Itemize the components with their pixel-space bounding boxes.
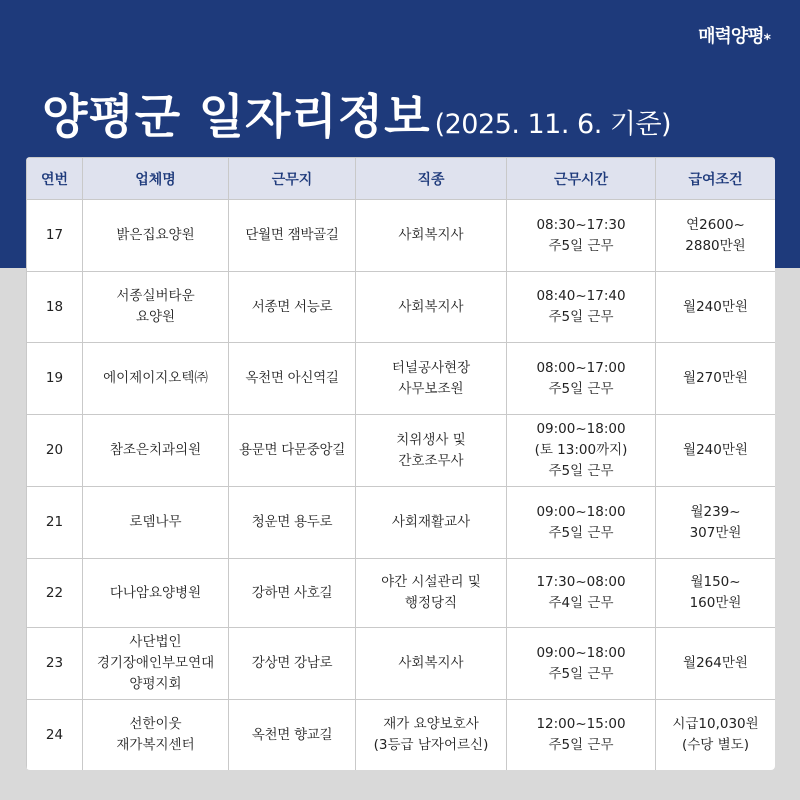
cell-pay: 시급10,030원 (수당 별도) — [656, 700, 776, 771]
cell-pay: 월239~ 307만원 — [656, 487, 776, 559]
cell-no: 17 — [27, 200, 83, 272]
table-row — [27, 487, 776, 559]
cell-job: 사회재활교사 — [356, 487, 507, 559]
cell-company: 다나암요양병원 — [83, 559, 229, 628]
cell-hours: 09:00~18:00 주5일 근무 — [507, 628, 656, 700]
cell-job: 치위생사 및 간호조무사 — [356, 415, 507, 487]
cell-job: 사회복지사 — [356, 200, 507, 272]
cell-no: 19 — [27, 343, 83, 415]
table-row — [27, 200, 776, 272]
header-company: 업체명 — [83, 158, 229, 200]
cell-workplace: 청운면 용두로 — [229, 487, 356, 559]
cell-pay: 월264만원 — [656, 628, 776, 700]
cell-pay: 월270만원 — [656, 343, 776, 415]
cell-job: 재가 요양보호사 (3등급 남자어르신) — [356, 700, 507, 771]
cell-job: 야간 시설관리 및 행정당직 — [356, 559, 507, 628]
brand-text: 매력양평 — [698, 26, 764, 47]
cell-company: 서종실버타운 요양원 — [83, 272, 229, 343]
cell-hours: 12:00~15:00 주5일 근무 — [507, 700, 656, 771]
cell-company: 참조은치과의원 — [83, 415, 229, 487]
cell-hours: 08:40~17:40 주5일 근무 — [507, 272, 656, 343]
table-row — [27, 559, 776, 628]
cell-company: 선한이웃 재가복지센터 — [83, 700, 229, 771]
cell-job: 사회복지사 — [356, 272, 507, 343]
table-header-row — [27, 158, 776, 200]
cell-no: 22 — [27, 559, 83, 628]
cell-no: 21 — [27, 487, 83, 559]
cell-workplace: 서종면 서능로 — [229, 272, 356, 343]
page-title — [42, 80, 671, 144]
cell-company: 사단법인 경기장애인부모연대 양평지회 — [83, 628, 229, 700]
cell-hours: 17:30~08:00 주4일 근무 — [507, 559, 656, 628]
table-row — [27, 272, 776, 343]
table-row — [27, 700, 776, 771]
header-hours: 근무시간 — [507, 158, 656, 200]
cell-company: 에이제이지오텍㈜ — [83, 343, 229, 415]
cell-no: 20 — [27, 415, 83, 487]
cell-no: 18 — [27, 272, 83, 343]
table-row — [27, 343, 776, 415]
cell-company: 밝은집요양원 — [83, 200, 229, 272]
cell-workplace: 강상면 강남로 — [229, 628, 356, 700]
title-main: 양평군 일자리정보 — [42, 90, 431, 145]
cell-workplace: 단월면 잼박골길 — [229, 200, 356, 272]
cell-pay: 월240만원 — [656, 272, 776, 343]
table-row — [27, 628, 776, 700]
header-no: 연번 — [27, 158, 83, 200]
header-job: 직종 — [356, 158, 507, 200]
cell-company: 로뎀나무 — [83, 487, 229, 559]
job-table — [26, 157, 775, 770]
title-date: (2025. 11. 6. 기준) — [434, 109, 672, 140]
brand-star: * — [763, 32, 770, 48]
cell-hours: 08:00~17:00 주5일 근무 — [507, 343, 656, 415]
cell-pay: 월240만원 — [656, 415, 776, 487]
header-workplace: 근무지 — [229, 158, 356, 200]
brand-logo — [698, 22, 770, 48]
cell-no: 23 — [27, 628, 83, 700]
cell-pay: 연2600~ 2880만원 — [656, 200, 776, 272]
cell-job: 사회복지사 — [356, 628, 507, 700]
cell-workplace: 옥천면 향교길 — [229, 700, 356, 771]
cell-workplace: 용문면 다문중앙길 — [229, 415, 356, 487]
cell-job: 터널공사현장 사무보조원 — [356, 343, 507, 415]
cell-workplace: 강하면 사호길 — [229, 559, 356, 628]
header-pay: 급여조건 — [656, 158, 776, 200]
job-table-card — [26, 157, 775, 770]
cell-workplace: 옥천면 아신역길 — [229, 343, 356, 415]
cell-hours: 09:00~18:00 주5일 근무 — [507, 487, 656, 559]
cell-pay: 월150~ 160만원 — [656, 559, 776, 628]
cell-hours: 09:00~18:00 (토 13:00까지) 주5일 근무 — [507, 415, 656, 487]
cell-no: 24 — [27, 700, 83, 771]
table-row — [27, 415, 776, 487]
cell-hours: 08:30~17:30 주5일 근무 — [507, 200, 656, 272]
